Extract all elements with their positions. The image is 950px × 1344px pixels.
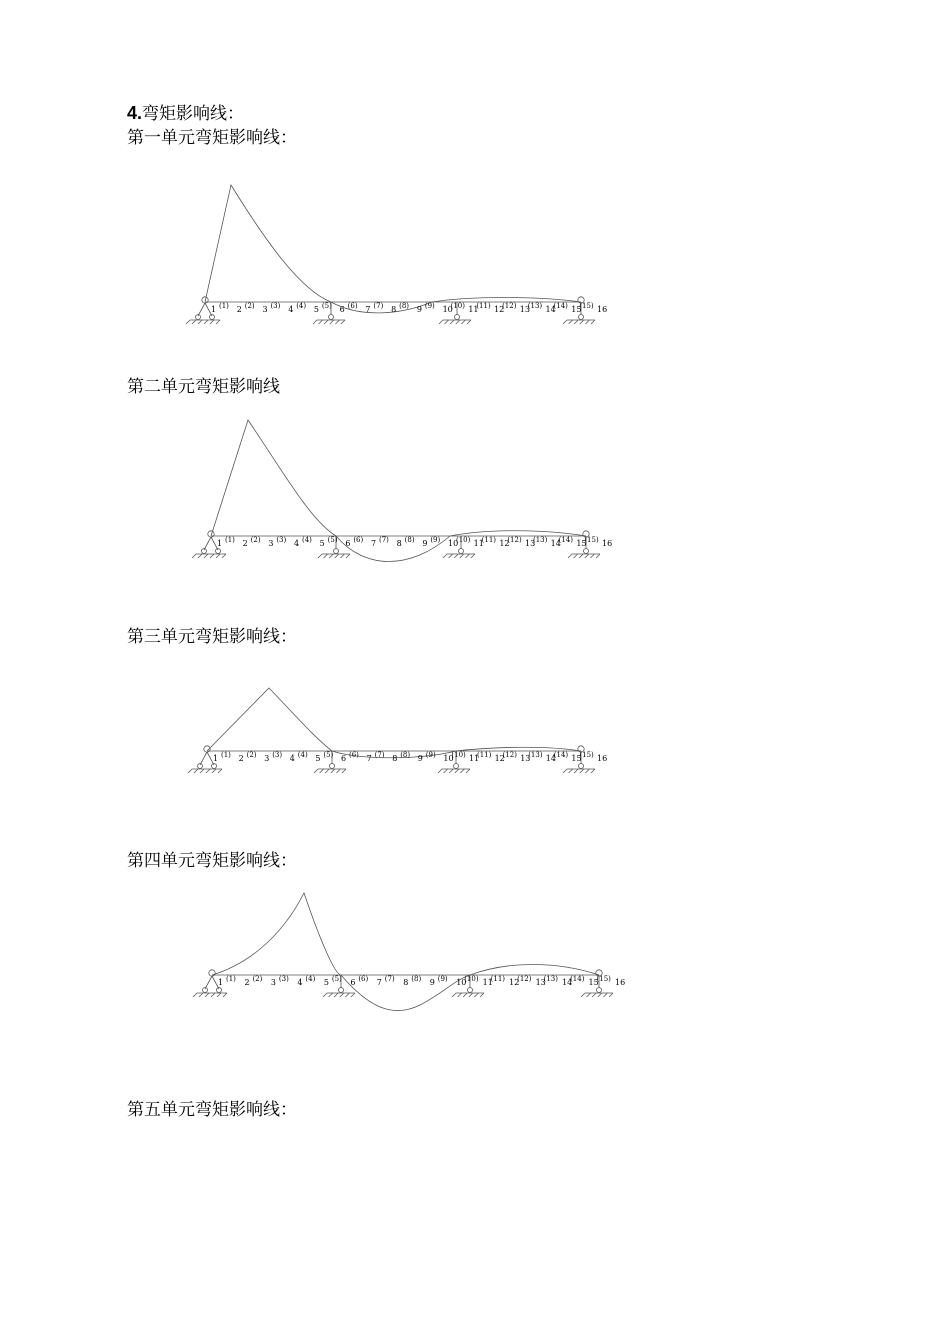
element-label: (12) <box>517 975 532 983</box>
node-label: 7 <box>376 978 382 987</box>
node-label: 1 <box>218 978 224 987</box>
element-label: (4) <box>302 536 312 544</box>
element-label: (5) <box>321 302 332 310</box>
node-label: 10 <box>443 754 454 763</box>
node-label: 5 <box>319 539 325 548</box>
element-label: (6) <box>347 302 358 310</box>
ground-hatch <box>211 993 215 997</box>
node-label: 13 <box>520 754 531 763</box>
section-title: 弯矩影响线： <box>142 104 245 124</box>
diagram-title-1: 第一单元弯矩影响线： <box>127 128 297 148</box>
element-label: (1) <box>225 536 235 544</box>
node-label: 14 <box>545 754 556 763</box>
element-label: (3) <box>278 975 289 983</box>
node-label: 12 <box>509 978 520 987</box>
node-label: 8 <box>391 305 397 314</box>
element-label: (11) <box>490 975 506 983</box>
element-label: (10) <box>450 302 465 310</box>
ground-hatch <box>340 993 344 997</box>
ground-hatch <box>592 993 596 997</box>
node-label: 10 <box>448 539 459 548</box>
node-label: 16 <box>615 978 626 987</box>
node-label: 13 <box>525 539 536 548</box>
element-label: (8) <box>400 751 411 759</box>
element-label: (9) <box>424 302 435 310</box>
element-label: (9) <box>425 751 436 759</box>
node-label: 15 <box>588 978 599 987</box>
node-label: 16 <box>602 539 613 548</box>
element-label: (5) <box>327 536 338 544</box>
node-label: 4 <box>288 305 294 314</box>
node-label: 13 <box>535 978 546 987</box>
ground-hatch <box>458 993 462 997</box>
element-label: (14) <box>553 302 568 310</box>
element-label: (2) <box>250 536 261 544</box>
ground-hatch <box>587 993 591 997</box>
element-label: (13) <box>543 975 558 983</box>
node-label: 3 <box>270 978 277 987</box>
diagram-title-4: 第四单元弯矩影响线： <box>127 851 297 871</box>
node-label: 8 <box>396 539 402 548</box>
node-label: 11 <box>473 539 484 548</box>
ground-hatch <box>329 993 333 997</box>
node-label: 3 <box>264 754 270 763</box>
node-label: 16 <box>597 754 608 763</box>
element-label: (3) <box>270 302 281 310</box>
node-label: 1 <box>211 305 217 314</box>
diagram-title-5: 第五单元弯矩影响线： <box>127 1100 297 1120</box>
ground-hatch <box>463 993 467 997</box>
ground-hatch <box>193 993 197 997</box>
node-label: 3 <box>268 539 274 548</box>
element-label: (14) <box>570 975 585 983</box>
element-label: (3) <box>272 751 283 759</box>
element-label: (1) <box>226 975 236 983</box>
node-label: 14 <box>562 978 573 987</box>
ground-hatch <box>223 993 227 997</box>
element-label: (11) <box>477 751 492 759</box>
node-label: 11 <box>468 305 479 314</box>
element-label: (11) <box>481 536 497 544</box>
node-label: 9 <box>416 305 422 314</box>
support-pin <box>339 988 344 993</box>
node-label: 7 <box>366 754 372 763</box>
element-label: (15) <box>579 751 594 759</box>
ground-hatch <box>474 993 478 997</box>
element-label: (6) <box>349 751 359 759</box>
node-label: 2 <box>242 539 248 548</box>
node-label: 7 <box>371 539 377 548</box>
node-label: 9 <box>422 539 428 548</box>
element-label: (15) <box>584 536 599 544</box>
element-label: (4) <box>296 302 307 310</box>
node-label: 12 <box>494 305 505 314</box>
node-label: 10 <box>442 305 453 314</box>
element-label: (12) <box>502 751 517 759</box>
element-label: (15) <box>596 975 611 983</box>
node-label: 2 <box>236 305 242 314</box>
ground-hatch <box>609 993 613 997</box>
element-label: (5) <box>323 751 334 759</box>
element-label: (9) <box>430 536 441 544</box>
element-label: (14) <box>558 536 574 544</box>
element-label: (4) <box>305 975 316 983</box>
element-label: (12) <box>507 536 522 544</box>
ground-hatch <box>581 993 585 997</box>
support-pin <box>468 988 473 993</box>
element-label: (4) <box>297 751 308 759</box>
element-label: (9) <box>437 975 448 983</box>
element-label: (6) <box>353 536 364 544</box>
element-label: (7) <box>379 536 389 544</box>
node-label: 14 <box>545 305 556 314</box>
element-label: (15) <box>579 302 594 310</box>
ground-hatch <box>603 993 607 997</box>
diagram-title-2: 第二单元弯矩影响线 <box>127 377 280 397</box>
element-label: (7) <box>384 975 395 983</box>
element-label: (2) <box>246 751 257 759</box>
node-label: 13 <box>519 305 530 314</box>
node-label: 6 <box>345 539 351 548</box>
ground-hatch <box>205 993 209 997</box>
node-label: 4 <box>289 754 295 763</box>
ground-hatch <box>480 993 484 997</box>
diagram-title-3: 第三单元弯矩影响线： <box>127 627 297 647</box>
node-label: 12 <box>499 539 510 548</box>
node-label: 7 <box>365 305 371 314</box>
node-label: 6 <box>339 305 345 314</box>
node-label: 4 <box>294 539 300 548</box>
node-label: 8 <box>403 978 409 987</box>
element-label: (7) <box>374 751 385 759</box>
element-label: (8) <box>399 302 410 310</box>
ground-hatch <box>217 993 221 997</box>
section-number: 4. <box>127 103 143 123</box>
node-label: 6 <box>350 978 356 987</box>
element-label: (6) <box>358 975 369 983</box>
node-label: 4 <box>297 978 303 987</box>
element-label: (14) <box>553 751 569 759</box>
node-label: 8 <box>392 754 398 763</box>
node-label: 9 <box>417 754 423 763</box>
element-label: (5) <box>331 975 342 983</box>
node-label: 15 <box>571 754 582 763</box>
element-label: (13) <box>527 302 543 310</box>
ground-hatch <box>345 993 349 997</box>
node-label: 10 <box>456 978 467 987</box>
ground-hatch <box>199 993 203 997</box>
node-label: 11 <box>469 754 480 763</box>
node-label: 9 <box>429 978 435 987</box>
element-label: (11) <box>476 302 491 310</box>
node-label: 5 <box>313 305 320 314</box>
element-label: (1) <box>221 751 231 759</box>
element-label: (12) <box>502 302 517 310</box>
support-pin <box>597 988 602 993</box>
influence-line-curve <box>212 893 599 1011</box>
element-label: (10) <box>456 536 471 544</box>
support-link <box>205 976 212 989</box>
element-label: (1) <box>219 302 229 310</box>
node-label: 15 <box>571 305 582 314</box>
element-label: (8) <box>404 536 415 544</box>
node-label: 1 <box>213 754 219 763</box>
element-label: (2) <box>252 975 263 983</box>
node-label: 14 <box>550 539 561 548</box>
node-label: 1 <box>217 539 223 548</box>
ground-hatch <box>598 993 602 997</box>
ground-hatch <box>334 993 338 997</box>
ground-hatch <box>323 993 327 997</box>
node-label: 2 <box>244 978 250 987</box>
node-label: 16 <box>597 305 608 314</box>
element-label: (10) <box>451 751 466 759</box>
beam-structure <box>193 893 625 1011</box>
element-label: (7) <box>373 302 384 310</box>
node-label: 6 <box>341 754 347 763</box>
node-label: 5 <box>323 978 329 987</box>
ground-hatch <box>452 993 456 997</box>
node-label: 12 <box>494 754 505 763</box>
node-label: 11 <box>482 978 493 987</box>
node-label: 2 <box>238 754 244 763</box>
node-label: 15 <box>576 539 587 548</box>
element-label: (13) <box>528 751 543 759</box>
ground-hatch <box>351 993 355 997</box>
element-label: (2) <box>244 302 255 310</box>
node-label: 3 <box>262 305 268 314</box>
element-label: (8) <box>411 975 422 983</box>
element-label: (10) <box>464 975 479 983</box>
element-label: (13) <box>533 536 548 544</box>
node-label: 5 <box>315 754 321 763</box>
ground-hatch <box>469 993 473 997</box>
element-label: (3) <box>276 536 287 544</box>
